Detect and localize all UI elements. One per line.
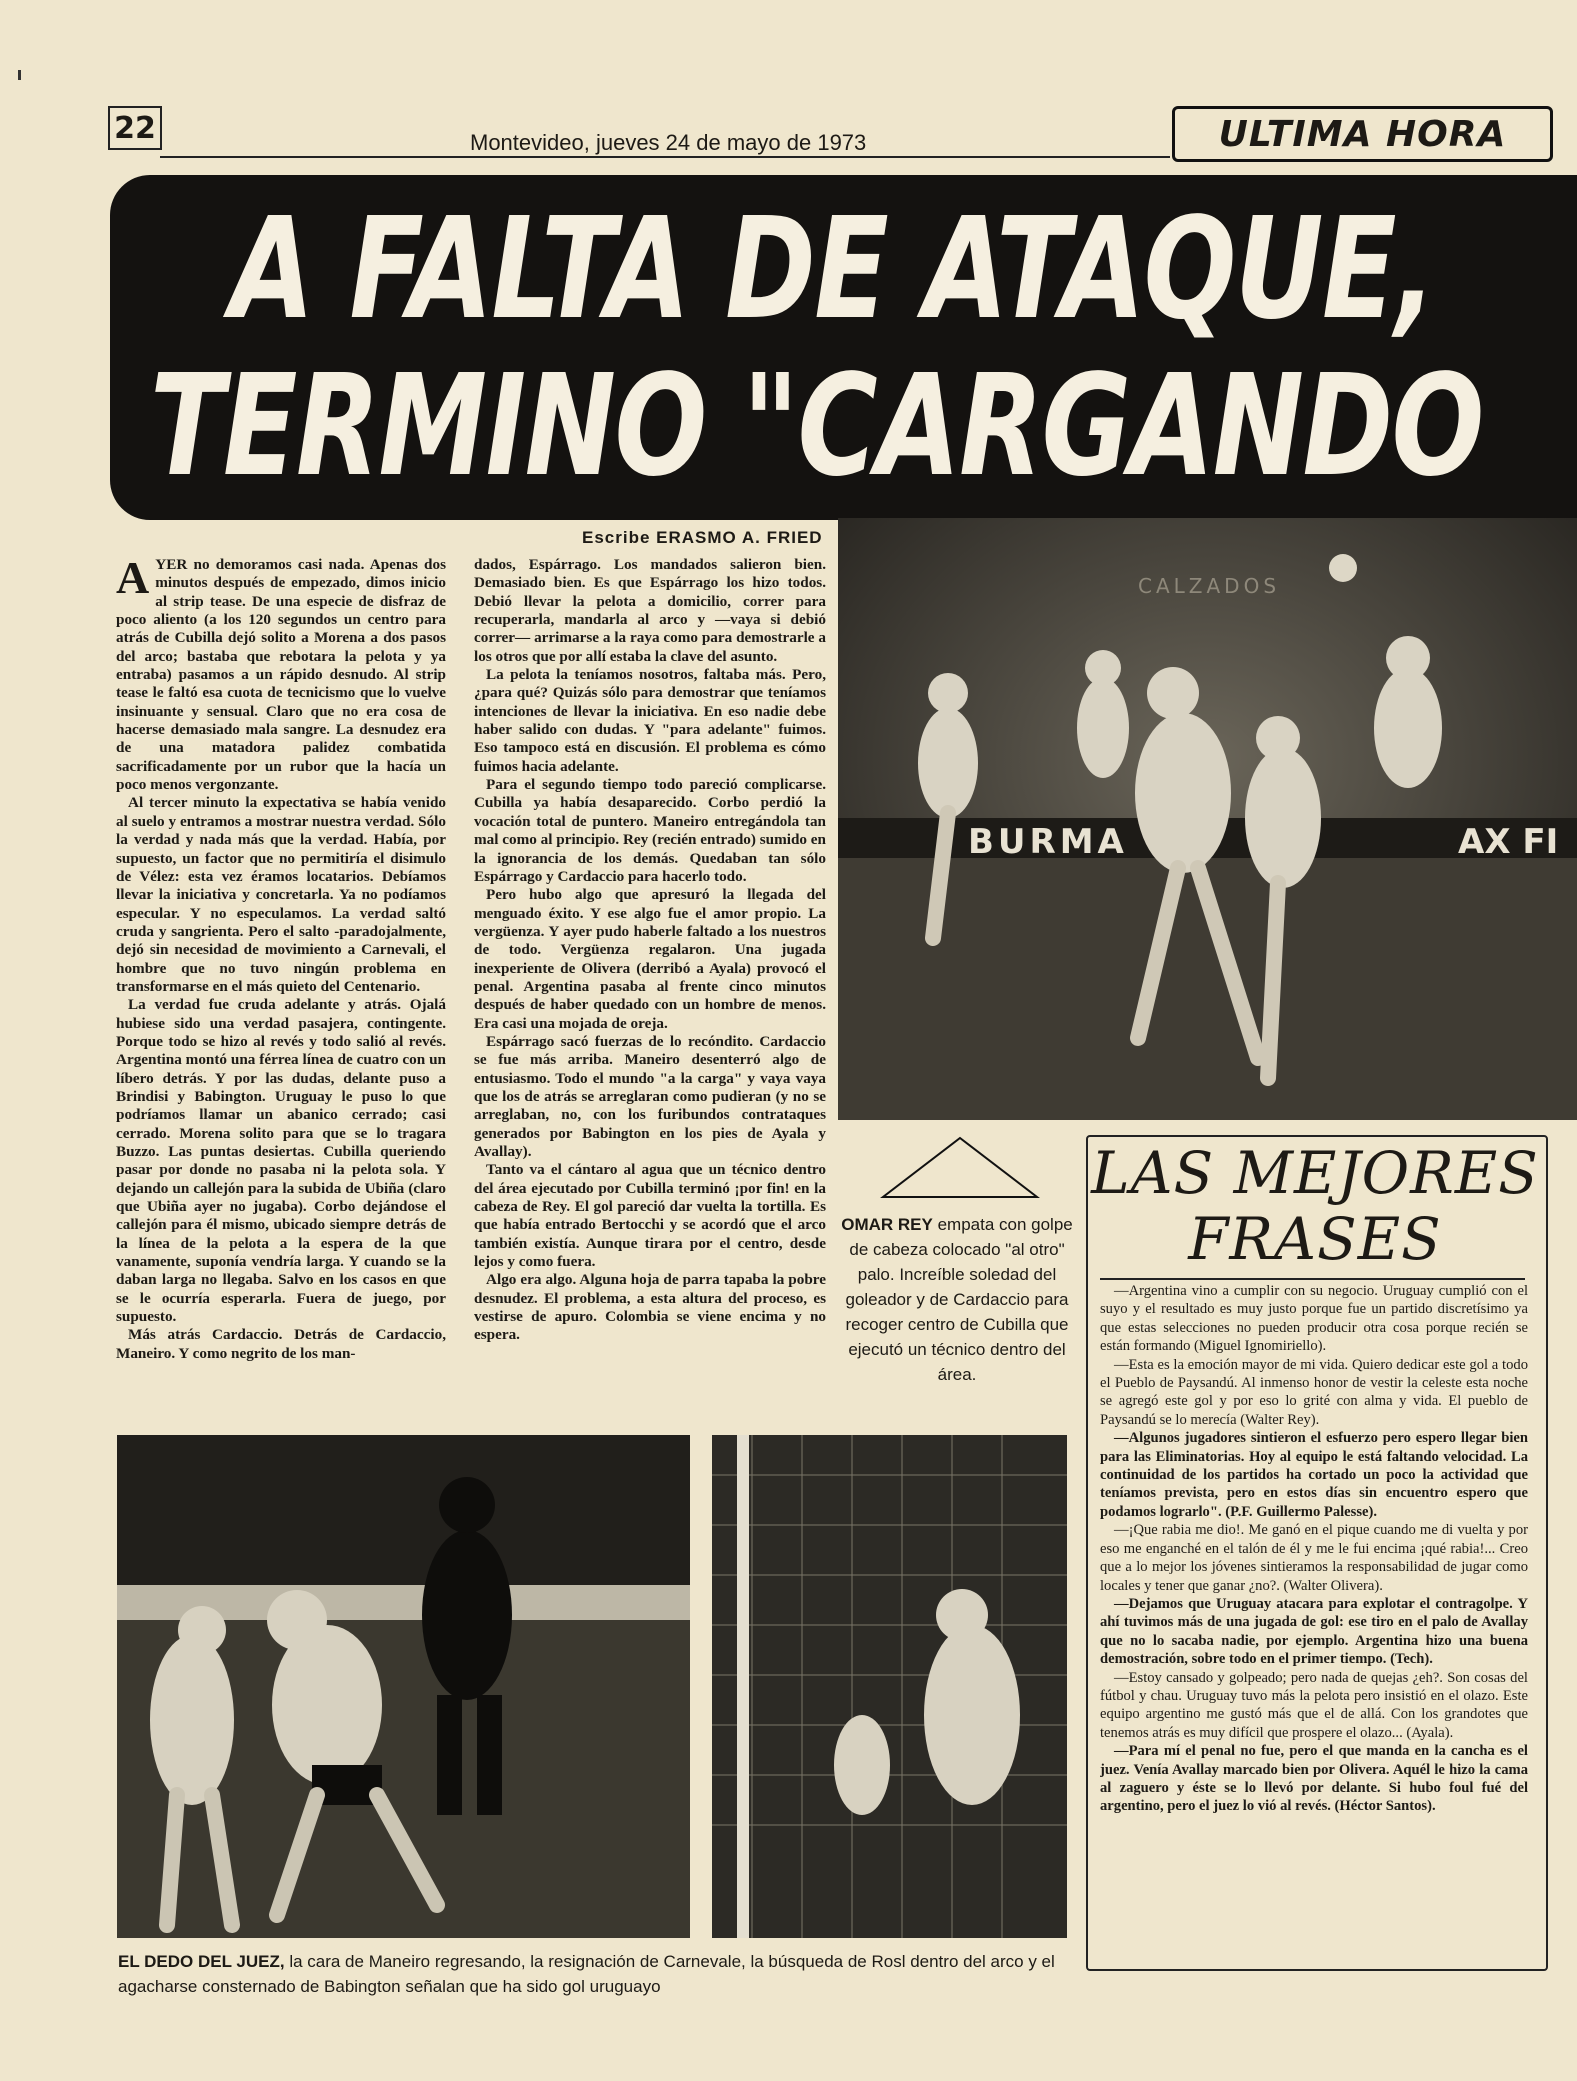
article-paragraph: Pero hubo algo que apresuró la llegada del menguado éxito. Y ese algo fue el amor propio. La vergüenza. Y ayer pudo haberle faltado a los nuestros de todo. Vergüenza regalaron. Una jugada inexperiente de Olivera (derribó a Ayala) provocó el penal. Argentina pasaba al frente cinco minutos después de haber quedado con un hombre de menos. Era casi una mojada de oreja. xyxy=(474,886,826,1032)
article-paragraph: La verdad fue cruda adelante y atrás. Ojalá hubiese sido una verdad pasajera, contingente. Porque todo se hizo al revés y todo salió al revés. Argentina montó una férrea línea de cuatro con un líbero detrás. Y por las dudas, delante puso a Brindisi y Babington. Uruguay le puso lo que podríamos llamar un abanico cerrado; casi cerrado. Morena solito para que se lo tragara Buzzo. Las puntas desiertas. Cubilla queriendo pasar por donde no pasaba ni la pelota sola. Y dejando un callejón para la subida de Ubiña (claro que Ubiña ayer no jugaba). Corbo dejándose el callejón para él mismo, ubicado siempre detrás de la línea de la pelota a la espera de la que vanamente, suponía vendría larga. Y cuando se la daban larga no llegaba. Salvo en los casos en que se le ocurría esperarla. Fuera de juego, por supuesto. xyxy=(116,996,446,1326)
pointer-triangle xyxy=(880,1135,1040,1200)
quote-item: —Argentina vino a cumplir con su negocio. Uruguay cumplió con el suyo y el resultado es muy justo porque fue un partido discretísimo ya que estas selecciones no pueden producir otra cosa porque recién se están formando (Miguel Ignomiriello). xyxy=(1100,1283,1528,1355)
sidebar-title: LAS MEJORES FRASES xyxy=(1091,1139,1539,1273)
article-paragraph: Más atrás Cardaccio. Detrás de Cardaccio, Maneiro. Y como negrito de los man- xyxy=(116,1326,446,1362)
stadium-sign-top: CALZADOS xyxy=(1138,574,1281,598)
quote-item: —Para mí el penal no fue, pero el que manda en la cancha es el juez. Venía Avallay marcado bien por Olivera. Aquél le hizo la cama al zaguero y éste se lo llevó por delante. Si hubo foul fué del argentino, pero el juez lo vió al revés. (Héctor Santos). xyxy=(1100,1743,1528,1815)
article-column-2 xyxy=(474,556,826,1416)
photo-caption-top: OMAR REY empata con golpe de cabeza colocado "al otro" palo. Increíble soledad del goleador y de Cardaccio para recoger centro de Cubilla que ejecutó un técnico dentro del área. xyxy=(841,1215,1073,1384)
quote-item: —Estoy cansado y golpeado; pero nada de quejas ¿eh?. Son cosas del fútbol y chau. Uruguay tuvo más la pelota pero insistió en el olazo. Este equipo argentino me gustó más que el de allá. Con los grandotes que tenemos atrás es muy difícil que prospere el olazo... (Ayala). xyxy=(1100,1669,1528,1741)
sidebar-rule xyxy=(1100,1278,1525,1280)
quote-item: —Esta es la emoción mayor de mi vida. Quiero dedicar este gol a todo el Pueblo de Paysandú. Al inmenso honor de vestir la celeste esta noche se agregó este gol y por eso lo grité con alma y vida. El pueblo de Paysandú se lo merecía (Walter Rey). xyxy=(1100,1356,1528,1428)
quote-item: —¡Que rabia me dio!. Me ganó en el pique cuando me di vuelta y por eso me enganché en el talón de él y me le fui encima ¡qué rabia!... Creo que a lo mejor los jóvenes sintieramos la responsabilidad de jugar como locales y tener que ganar ¿no?. (Walter Olivera). xyxy=(1100,1522,1528,1594)
article-paragraph: Al tercer minuto la expectativa se había venido al suelo y entramos a mostrar nuestra verdad. Sólo la verdad y nada más que la verdad. Había, por supuesto, un factor que no permitiría el disimulo de Vélez: esta vez éramos locatarios. Debíamos llevar la iniciativa y concretarla. Ya no podíamos especular. Y no especulamos. La verdad saltó cruda y sangrienta. Pero el salto -paradojalmente, dejó sin necesidad de movimiento a Carnevali, el hombre que no tuvo ningún problema en transformarse en el más quieto del Centenario. xyxy=(116,794,446,995)
article-paragraph: Tanto va el cántaro al agua que un técnico dentro del área ejecutado por Cubilla terminó ¡por fin! en la cabeza de Rey. El gol pareció dar vuelta la tortilla. Es que había entrado Bertocchi y se acordó que el arco también existía. Aunque tirara por el centro, desde lejos y como fuera. xyxy=(474,1161,826,1271)
article-paragraph: dados, Espárrago. Los mandados salieron bien. Demasiado bien. Es que Espárrago los hizo todos. Debió llevar la pelota a domicilio, correr para recuperarla, mandarla al arco y —vaya si debió correr— arrimarse a la raya como para demostrarle a los otros que por allí estaba la clave del asunto. xyxy=(474,556,826,665)
quote-item: —Algunos jugadores sintieron el esfuerzo pero espero llegar bien para las Eliminatorias. Hoy al equipo le está faltando velocidad. La continuidad de los partidos ha cortado un poco la actividad que teníamos prevista, pero en estos días sin encuentro espero que podamos lograrlo". (P.F. Guillermo Palesse). xyxy=(1100,1430,1528,1520)
photo-caption-bottom: EL DEDO DEL JUEZ, la cara de Maneiro regresando, la resignación de Carnevale, la búsqueda de Rosl dentro del arco y el agacharse consternado de Babington señalan que ha sido gol uruguayo xyxy=(118,1952,1055,1996)
stadium-sign-burma: BURMA xyxy=(968,822,1128,862)
quotes-list xyxy=(1100,1282,1528,1962)
photo-referee-players xyxy=(117,1435,690,1938)
article-paragraph: Algo era algo. Alguna hoja de parra tapaba la pobre desnudez. El problema, a esta altura del proceso, es vestirse de apuro. Colombia se viene encima y no espera. xyxy=(474,1271,826,1344)
article-paragraph: AYER no demoramos casi nada. Apenas dos minutos después de empezado, dimos inicio al strip tease. De una especie de disfraz de poco aliento (a los 120 segundos un centro para atrás de Cubilla dejó solito a Morena a dos pasos del arco; bastaba que rebotara la pelota y ya entraba) pasamos a un rápido desnudo. Al strip tease le faltó esa cuota de tecnicismo que lo vuelve insinuante y sensual. Claro que no era cosa de hacerse demasiado mala sangre. La desnudez era de una matadora palidez combatida sacrificadamente por un rubor que la hacía un poco menos vergonzante. xyxy=(116,556,446,794)
article-paragraph: Espárrago sacó fuerzas de lo recóndito. Cardaccio se fue más arriba. Maneiro desenterró algo de entusiasmo. Todo el mundo "a la carga" y vaya vaya que los de atrás se arreglaran como pudieran (y no se arreglaban, no, con los furibundos contrataques generados por Babington en los pies de Ayala y Avallay). xyxy=(474,1032,826,1160)
dateline: Montevideo, jueves 24 de mayo de 1973 xyxy=(470,130,867,155)
quote-item: —Dejamos que Uruguay atacara para explotar el contragolpe. Y ahí tuvimos más de una jugada de gol: ese tiro en el palo de Avallay que no lo sacaba nadie, por ejemplo. Argentina hizo una buena demostración, sobre todo en el primer tiempo. (Tech). xyxy=(1100,1595,1528,1668)
stadium-sign-right: AX FI xyxy=(1458,822,1559,862)
article-paragraph: La pelota la teníamos nosotros, faltaba más. Pero, ¿para qué? Quizás sólo para demostrar que teníamos intenciones de llevar la iniciativa. En eso nadie debe haber salido con dudas. Y "para adelante" fuimos. Eso tampoco está en discusión. El problema es cómo fuimos hacia adelante. xyxy=(474,666,826,775)
drop-cap: A xyxy=(116,556,150,603)
page-number: 22 xyxy=(108,106,162,150)
header-rule xyxy=(160,156,1170,158)
margin-mark xyxy=(18,70,21,80)
byline: Escribe ERASMO A. FRIED xyxy=(582,528,823,547)
masthead-logo: ULTIMA HORA xyxy=(1172,106,1553,162)
headline-line-2: TERMINO "CARGANDO xyxy=(150,345,1483,508)
photo-goalkeeper-net xyxy=(712,1435,1067,1938)
article-column-1 xyxy=(116,556,446,1416)
article-paragraph: Para el segundo tiempo todo pareció complicarse. Cubilla ya había desaparecido. Corbo perdió la vocación total de puntero. Maneiro entregándola tan mal como al principio. Rey (recién entrado) sumido en la ignorancia de los demás. Quedaban tan sólo Espárrago y Cardaccio para hacerlo todo. xyxy=(474,776,826,885)
photo-header-goal xyxy=(838,518,1577,1120)
headline-line-1: A FALTA DE ATAQUE, xyxy=(230,188,1435,351)
